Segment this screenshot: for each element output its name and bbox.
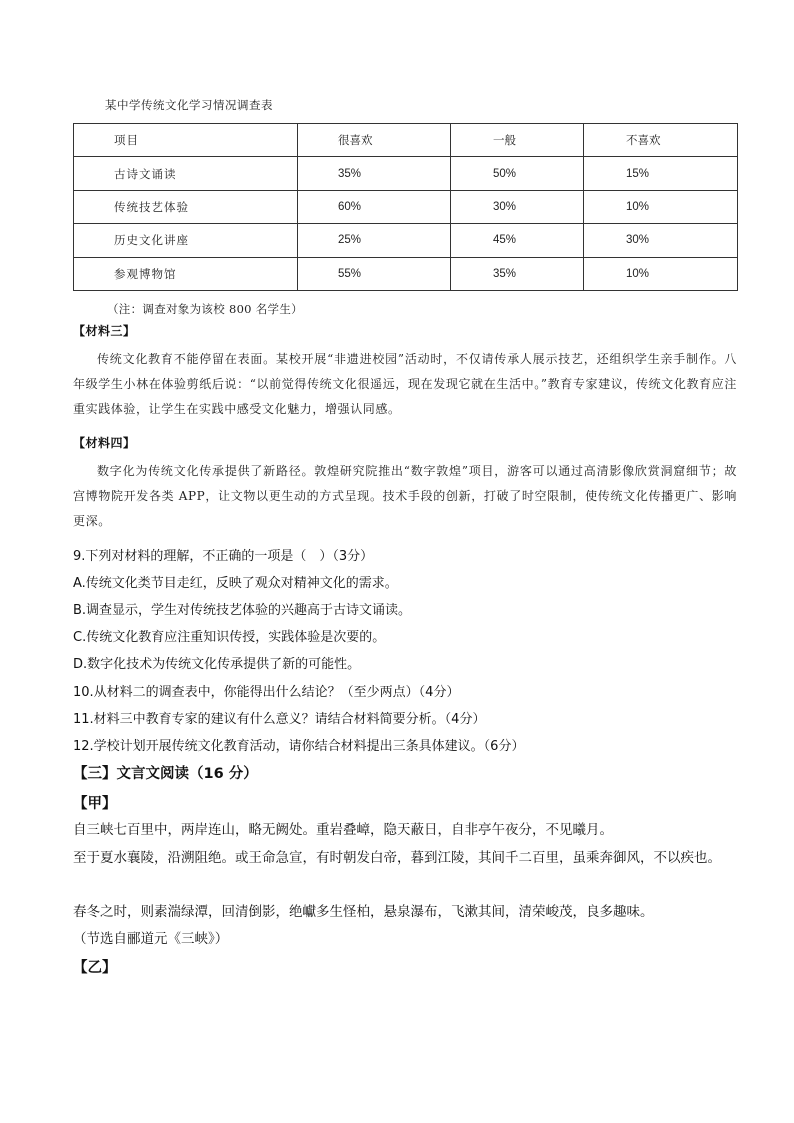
table-row: [74, 190, 738, 223]
jia-heading: 【甲】: [73, 796, 117, 812]
survey-table: [73, 123, 738, 291]
material4-heading: 【材料四】: [73, 436, 136, 450]
classical-text-p2: 至于夏水襄陵，沿溯阻绝。或王命急宣，有时朝发白帝，暮到江陵，其间千二百里，虽乘奔御风，不以疾也。: [73, 850, 721, 866]
question-9: 9.下列对材料的理解，不正确的一项是（ ）（3分）: [73, 549, 374, 564]
material3-heading: 【材料三】: [73, 324, 136, 338]
table-cell-value: 35%: [298, 157, 451, 190]
table-cell-item: 传统技艺体验: [74, 190, 298, 223]
yi-heading: 【乙】: [73, 960, 117, 976]
table-header-row: [74, 124, 738, 157]
table-header-cell: 一般: [451, 124, 584, 157]
classical-text-p1: 自三峡七百里中，两岸连山，略无阙处。重岩叠嶂，隐天蔽日，自非亭午夜分，不见曦月。: [73, 822, 613, 838]
table-cell-value: 15%: [584, 157, 738, 190]
table-cell-value: 50%: [451, 157, 584, 190]
table-cell-value: 55%: [298, 257, 451, 290]
table-row: [74, 157, 738, 190]
table-header-cell: 不喜欢: [584, 124, 738, 157]
table-header-cell: 项目: [74, 124, 298, 157]
table-header-cell: 很喜欢: [298, 124, 451, 157]
table-cell-item: 参观博物馆: [74, 257, 298, 290]
source-citation: （节选自郦道元《三峡》）: [73, 931, 229, 947]
table-row: [74, 224, 738, 257]
table-cell-value: 60%: [298, 190, 451, 223]
question-9-option-d: D.数字化技术为传统文化传承提供了新的可能性。: [73, 657, 361, 672]
material4-text: 数字化为传统文化传承提供了新路径。敦煌研究院推出“数字敦煌”项目，游客可以通过高清影像欣赏洞窟细节；故宫博物院开发各类 APP，让文物以更生动的方式呈现。技术手段的创新，打破了时空限制，使传统文化传播更广、影响更深。: [73, 464, 737, 528]
question-10: 10.从材料二的调查表中，你能得出什么结论？（至少两点）（4分）: [73, 685, 460, 700]
table-note: （注：调查对象为该校 800 名学生）: [107, 302, 303, 316]
table-cell-item: 历史文化讲座: [74, 224, 298, 257]
material3-text: 传统文化教育不能停留在表面。某校开展“非遗进校园”活动时，不仅请传承人展示技艺，还组织学生亲手制作。八年级学生小林在体验剪纸后说：“以前觉得传统文化很遥远，现在发现它就在生活中。”教育专家建议，传统文化教育应注重实践体验，让学生在实践中感受文化魅力，增强认同感。: [73, 352, 737, 416]
table-row: [74, 257, 738, 290]
table-cell-value: 35%: [451, 257, 584, 290]
table-cell-value: 10%: [584, 190, 738, 223]
table-cell-value: 25%: [298, 224, 451, 257]
table-cell-value: 10%: [584, 257, 738, 290]
classical-text-p3: 春冬之时，则素湍绿潭，回清倒影，绝巘多生怪柏，悬泉瀑布，飞漱其间，清荣峻茂，良多趣味。: [73, 904, 654, 920]
table-cell-value: 45%: [451, 224, 584, 257]
table-cell-value: 30%: [451, 190, 584, 223]
question-9-option-c: C.传统文化教育应注重知识传授，实践体验是次要的。: [73, 630, 386, 645]
question-12: 12.学校计划开展传统文化教育活动，请你结合材料提出三条具体建议。（6分）: [73, 739, 525, 754]
question-11: 11.材料三中教育专家的建议有什么意义？请结合材料简要分析。（4分）: [73, 712, 486, 727]
question-9-option-a: A.传统文化类节目走红，反映了观众对精神文化的需求。: [73, 576, 398, 591]
survey-table-title: 某中学传统文化学习情况调查表: [105, 98, 273, 112]
question-9-option-b: B.调查显示，学生对传统技艺体验的兴趣高于古诗文诵读。: [73, 603, 412, 618]
table-cell-value: 30%: [584, 224, 738, 257]
table-cell-item: 古诗文诵读: [74, 157, 298, 190]
section-3-title: 【三】文言文阅读（16 分）: [73, 766, 258, 782]
